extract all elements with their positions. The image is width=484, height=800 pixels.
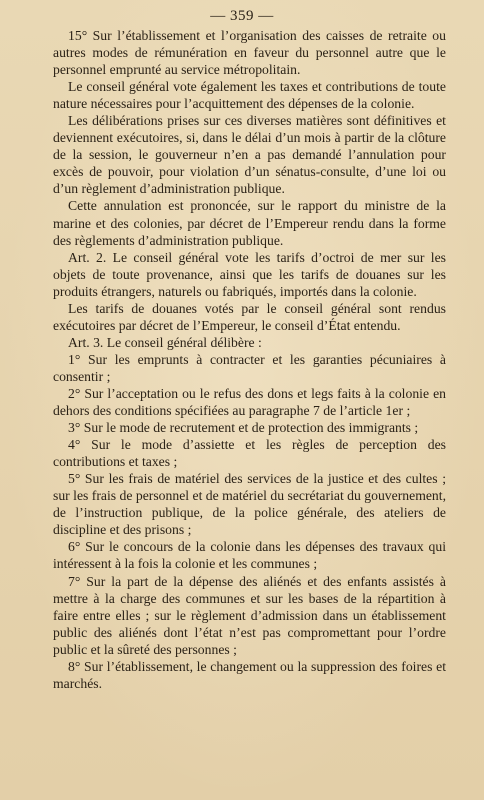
body-text (53, 27, 446, 692)
paragraph-item-2: 2° Sur l’acceptation ou le refus des dons et legs faits à la colonie en dehors des conditions spécifiées au paragraphe 7 de l’article 1er ; (53, 385, 446, 419)
paragraph-item-4: 4° Sur le mode d’assiette et les règles de perception des contributions et taxes ; (53, 437, 446, 470)
paragraph-taxes: Le conseil général vote également les taxes et contributions de toute nature nécessaires pour l’acquittement des dépenses de la colonie. (53, 79, 446, 112)
paragraph-item-6: 6° Sur le concours de la colonie dans les dépenses des travaux qui intéressent à la fois la colonie et les communes ; (53, 539, 446, 572)
paragraph-item-5: 5° Sur les frais de matériel des services de la justice et des cultes ; sur les frais de personnel et de matériel du secrétariat du gouvernement, de l’instruction publique, de la police générale, des ateliers de discipline et des prisons ; (53, 471, 446, 538)
page-number: — 359 — (210, 8, 274, 24)
paragraph-item-7: 7° Sur la part de la dépense des aliénés et des enfants assistés à mettre à la charge des communes et sur les bases de la répartition à faire entre elles ; sur le règlement d’admission dans un établissement public des aliénés dont l’état n’est pas compromettant pour l’ordre public et la sûreté des personnes ; (53, 573, 446, 657)
paragraph-annulation: Cette annulation est prononcée, sur le rapport du ministre de la marine et des colonies, par décret de l’Empereur rendu dans la forme des règlements d’administration publique. (53, 198, 446, 248)
paragraph-deliberations: Les délibérations prises sur ces diverses matières sont définitives et deviennent exécutoires, si, dans le délai d’un mois à partir de la clôture de la session, le gouverneur n’en a pas demandé l’annulation pour excès de pouvoir, pour violation d’un sénatus-consulte, d’une loi ou d’un règlement d’administration publique. (53, 113, 446, 197)
paragraph-art-2: Art. 2. Le conseil général vote les tarifs d’octroi de mer sur les objets de toute provenance, ainsi que les tarifs de douanes sur les produits étrangers, naturels ou fabriqués, importés dans la colonie. (53, 249, 446, 299)
paragraph-item-1: 1° Sur les emprunts à contracter et les garanties pécuniaires à consentir ; (53, 351, 446, 384)
paragraph-item-8: 8° Sur l’établissement, le changement ou la suppression des foires et marchés. (53, 658, 446, 691)
paragraph-15-retraite: 15° Sur l’établissement et l’organisation des caisses de retraite ou autres modes de rémunération en faveur du personnel autre que le personnel emprunté au service métropolitain. (53, 28, 446, 78)
paragraph-art-3: Art. 3. Le conseil général délibère : (68, 334, 262, 350)
paragraph-item-3: 3° Sur le mode de recrutement et de protection des immigrants ; (68, 420, 419, 436)
paragraph-tarifs-douanes: Les tarifs de douanes votés par le conseil général sont rendus exécutoires par décret de l’Empereur, le conseil d’État entendu. (53, 300, 446, 333)
